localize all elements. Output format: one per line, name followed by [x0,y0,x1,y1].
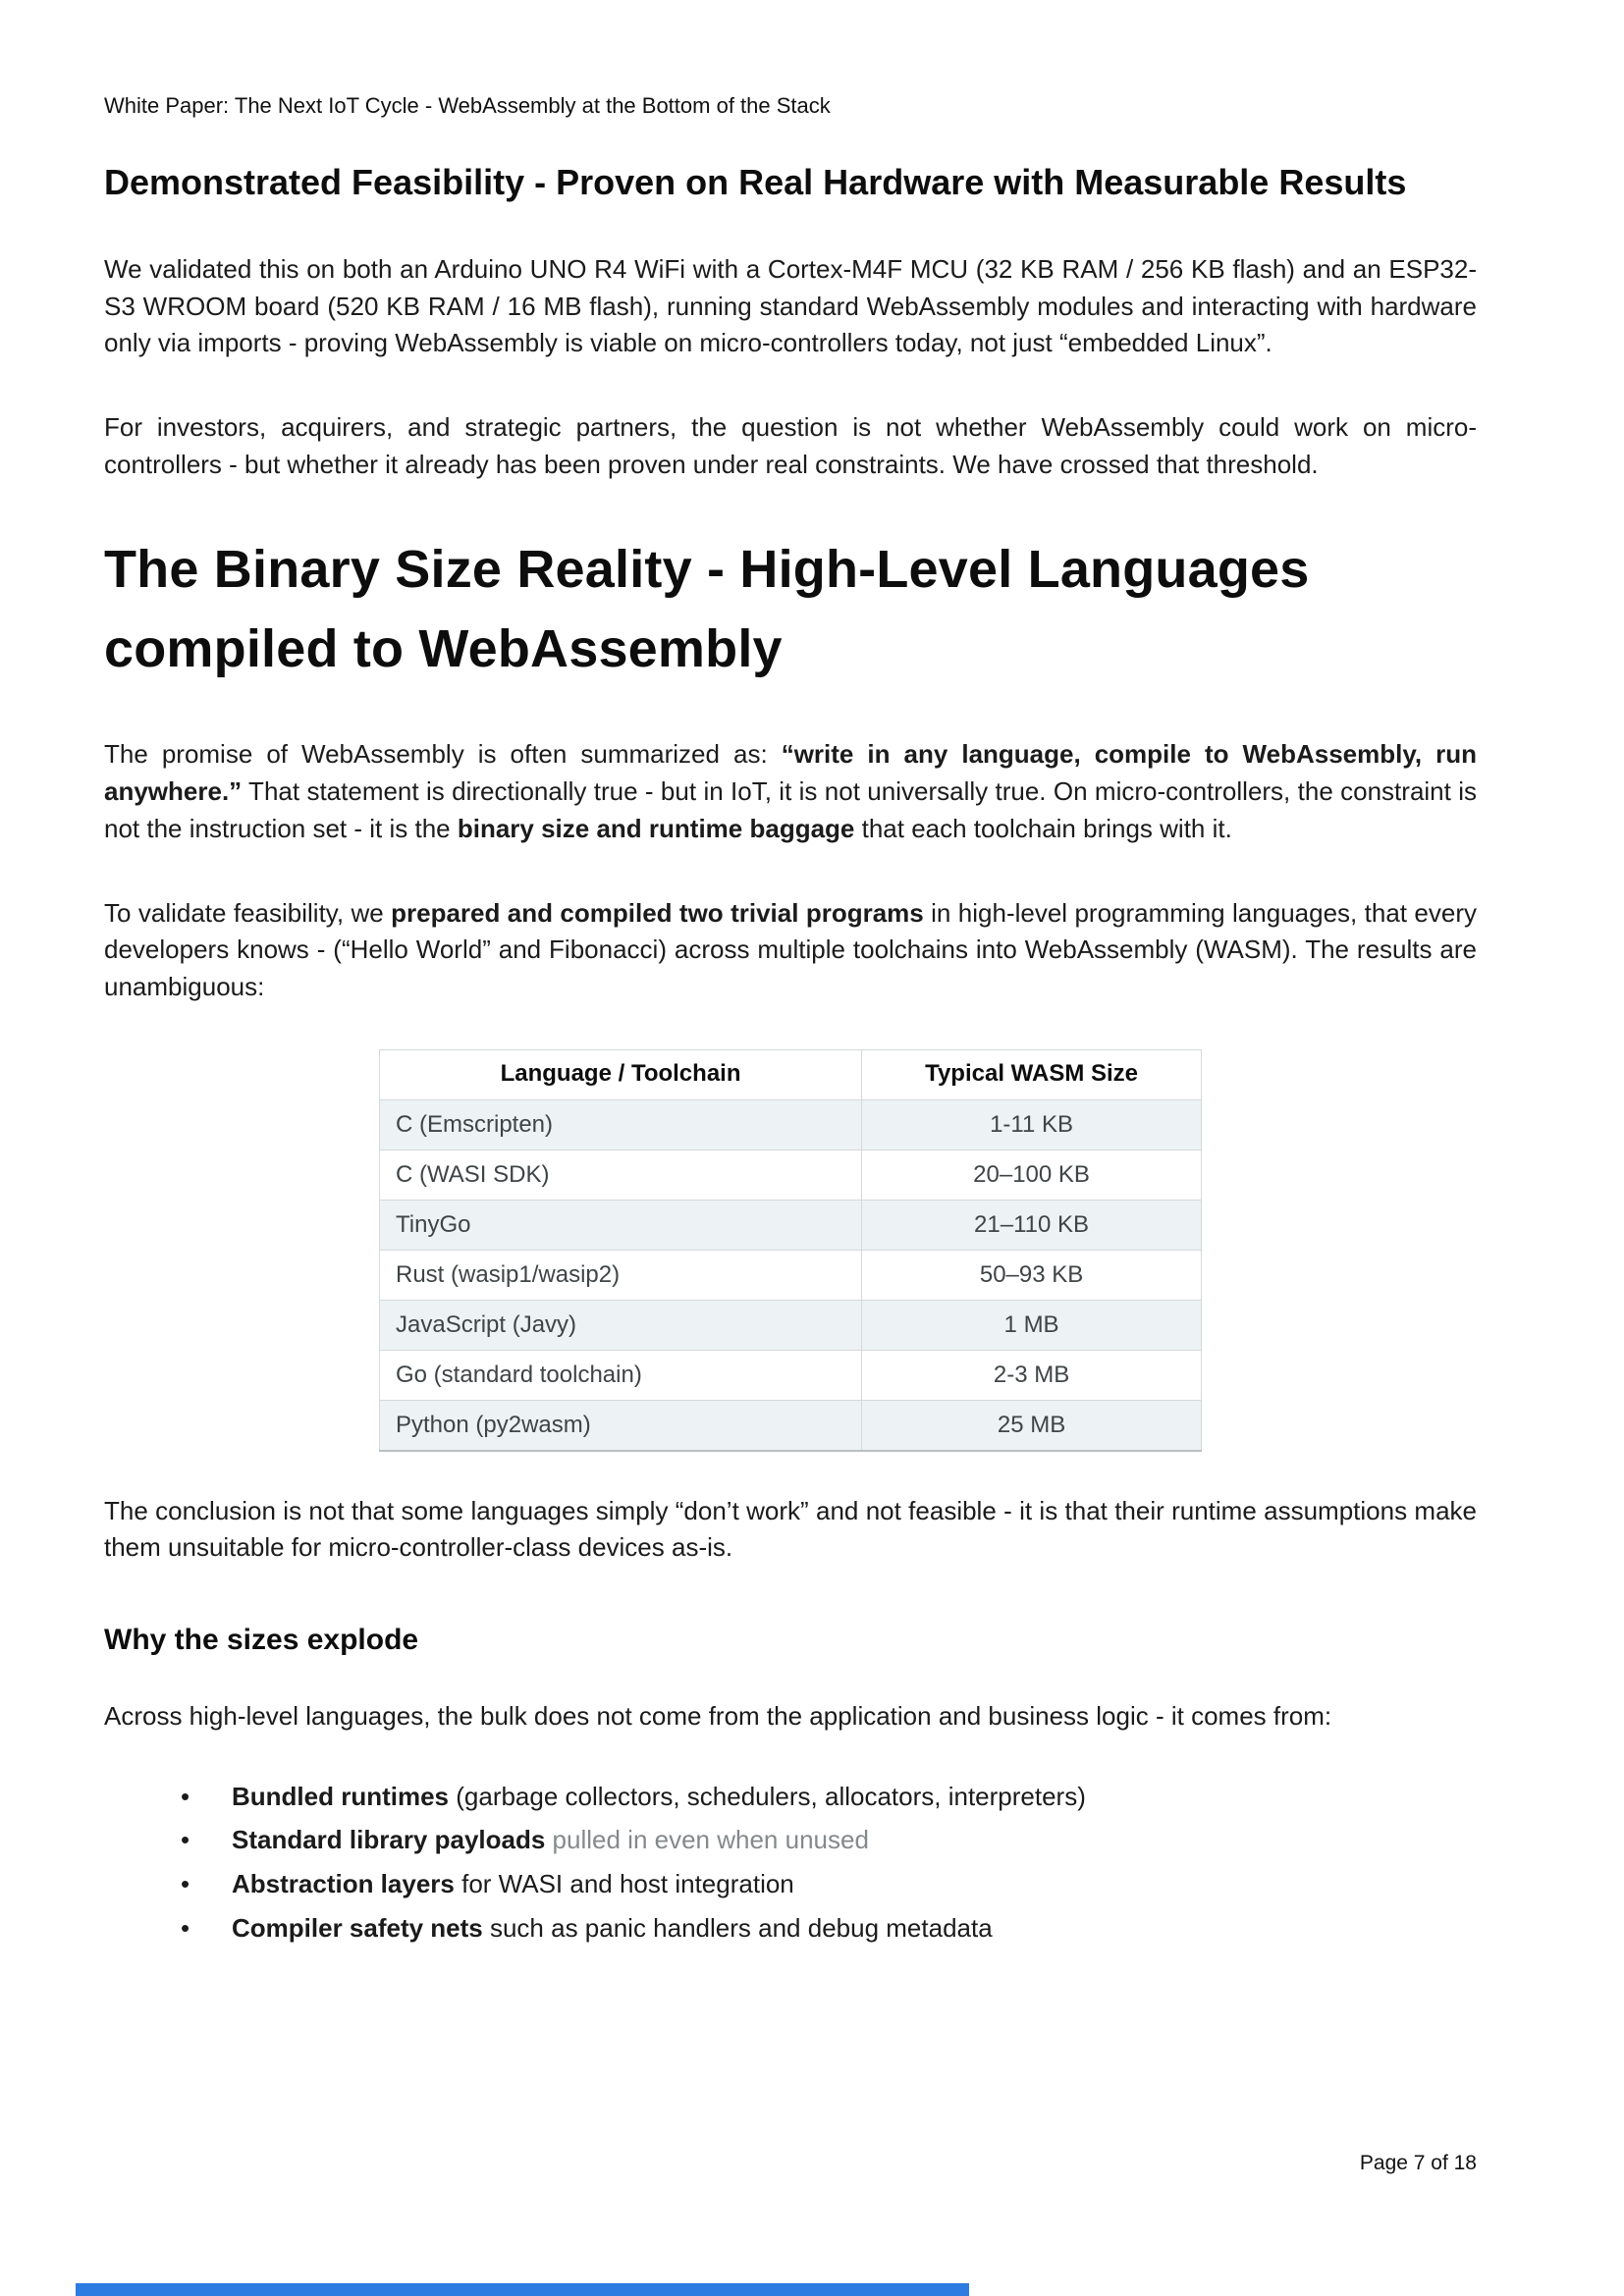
list-item [181,1866,1477,1903]
text-run: That statement is directionally true - but in IoT, it is not universally true. On micro-controllers, the constraint is not the instruction set - it is the [104,776,1477,843]
table-header [380,1049,1202,1099]
main-title-binary-size: The Binary Size Reality - High-Level Languages compiled to WebAssembly [104,540,1310,679]
list-item [181,1910,1477,1948]
cell-toolchain: Python (py2wasm) [380,1400,862,1451]
bold-text-run: binary size and runtime baggage [457,813,855,843]
bullet-term: Standard library payloads [232,1825,546,1855]
page-content [104,0,1477,1953]
table-body [380,1099,1202,1451]
list-item [181,1822,1477,1859]
cell-toolchain: C (Emscripten) [380,1099,862,1149]
page-number: Page 7 of 18 [1359,2152,1477,2174]
cell-size: 21–110 KB [862,1200,1202,1250]
table-row [380,1099,1202,1149]
table-header-row [380,1049,1202,1099]
column-header-toolchain: Language / Toolchain [380,1049,862,1099]
cell-toolchain: TinyGo [380,1200,862,1250]
cell-toolchain: Go (standard toolchain) [380,1350,862,1400]
footer-accent-bar [76,2283,969,2296]
text-run: in high-level programming languages, that every developers knows - (“Hello World” and Fibonacci) across multiple toolchains into WebAssembly (WASM). The results are unambiguous: [104,897,1477,1001]
bullet-text: pulled in even when unused [545,1825,869,1855]
text-run: The promise of WebAssembly is often summarized as: [104,739,782,770]
paragraph-investors: For investors, acquirers, and strategic partners, the question is not whether WebAssembly could work on micro-controllers - but whether it already has been proven under real constraints. We have crossed that threshold. [104,412,1477,479]
bullet-text: (garbage collectors, schedulers, allocators, interpreters) [449,1781,1086,1811]
table-row [380,1300,1202,1350]
subheading-why-sizes-explode: Why the sizes explode [104,1623,419,1656]
text-run: To validate feasibility, we [104,897,392,928]
bullet-text: such as panic handlers and debug metadata [482,1912,993,1943]
table-row [380,1250,1202,1300]
cell-size: 25 MB [862,1400,1202,1451]
cell-size: 1-11 KB [862,1099,1202,1149]
paragraph-promise [104,736,1477,847]
bullet-term: Abstraction layers [232,1869,455,1898]
bullet-term: Bundled runtimes [232,1781,450,1811]
bold-text-run: prepared and compiled two trivial programs [391,897,924,928]
section-heading-feasibility: Demonstrated Feasibility - Proven on Real Hardware with Measurable Results [104,162,1407,202]
cell-toolchain: JavaScript (Javy) [380,1300,862,1350]
table-row [380,1149,1202,1200]
cell-size: 20–100 KB [862,1149,1202,1200]
running-header: White Paper: The Next IoT Cycle - WebAssembly at the Bottom of the Stack [104,93,831,118]
column-header-size: Typical WASM Size [862,1049,1202,1099]
bold-text-run: “write in any language, compile to WebAssembly, run anywhere.” [104,739,1477,807]
wasm-size-table [379,1049,1202,1452]
cell-toolchain: C (WASI SDK) [380,1149,862,1200]
paragraph-conclusion: The conclusion is not that some languages simply “don’t work” and not feasible - it is that their runtime assumptions make them unsuitable for micro-controller-class devices as-is. [104,1495,1477,1563]
table-row [380,1400,1202,1451]
cell-size: 1 MB [862,1300,1202,1350]
explode-reasons-list [104,1779,1477,1948]
table-row [380,1200,1202,1250]
text-run: that each toolchain brings with it. [854,813,1232,843]
table-row [380,1350,1202,1400]
paragraph-validation: We validated this on both an Arduino UNO R4 WiFi with a Cortex-M4F MCU (32 KB RAM / 256 KB flash) and an ESP32-S3 WROOM board (520 KB RAM / 16 MB flash), running standard WebAssembly modules and interacting with hardware only via imports - proving WebAssembly is viable on micro-controllers today, not just “embedded Linux”. [104,254,1477,358]
cell-size: 2-3 MB [862,1350,1202,1400]
paragraph-why-intro: Across high-level languages, the bulk does not come from the application and business logic - it comes from: [104,1700,1332,1731]
paragraph-validate-feasibility [104,895,1477,1006]
cell-size: 50–93 KB [862,1250,1202,1300]
cell-toolchain: Rust (wasip1/wasip2) [380,1250,862,1300]
bullet-term: Compiler safety nets [232,1912,483,1943]
list-item [181,1779,1477,1816]
bullet-text: for WASI and host integration [454,1869,794,1898]
